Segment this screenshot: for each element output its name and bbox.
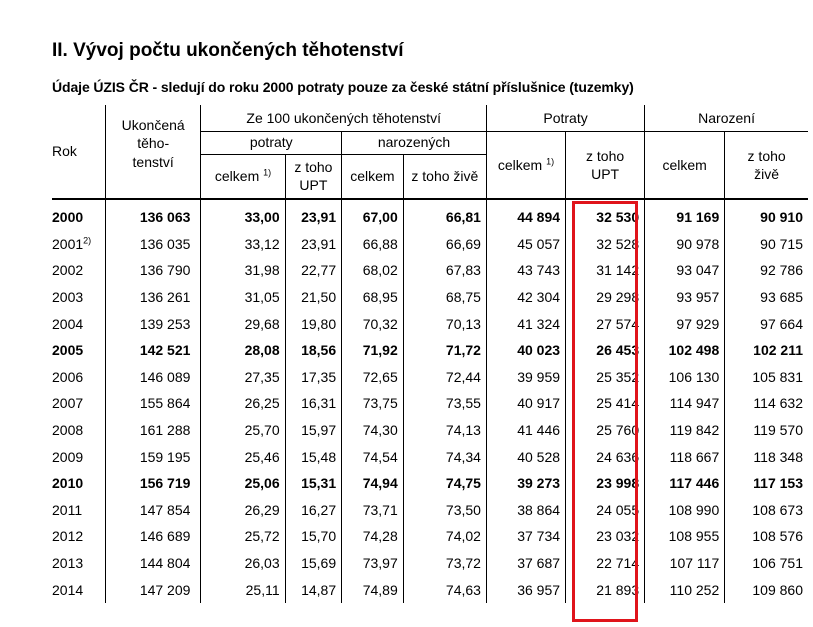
cell-potraty-upt: 26 453 [566,337,645,364]
cell-upt: 22,77 [285,257,341,284]
cell-rok: 2002 [52,262,84,279]
cell-zive: 72,44 [403,364,486,391]
cell-potraty-upt: 32 528 [566,231,645,258]
cell-narozeni-celkem: 91 169 [645,199,725,231]
footnote-marker: 2) [83,235,92,246]
cell-narozeni-zive: 109 860 [725,576,808,603]
cell-potraty: 31,98 [201,257,285,284]
cell-narozenych: 73,75 [342,390,404,417]
cell-upt: 17,35 [285,364,341,391]
table-row [52,417,808,444]
table-body [52,199,808,603]
cell-potraty-upt: 31 142 [566,257,645,284]
table-row [52,199,808,231]
header-ze100-potraty-celkem: celkem $^{1)}$ [201,154,285,199]
cell-rok: 2012 [52,528,84,545]
cell-narozeni-celkem: 119 842 [645,417,725,444]
cell-potraty: 25,72 [201,523,285,550]
cell-zive: 74,13 [403,417,486,444]
cell-potraty: 29,68 [201,310,285,337]
cell-narozeni-celkem: 97 929 [645,310,725,337]
cell-rok: 2010 [52,475,84,492]
cell-potraty: 25,06 [201,470,285,497]
cell-narozeni-celkem: 114 947 [645,390,725,417]
cell-potraty-celkem: 44 894 [486,199,565,231]
cell-narozeni-zive: 108 673 [725,497,808,524]
cell-potraty-upt: 27 574 [566,310,645,337]
cell-upt: 15,70 [285,523,341,550]
cell-narozeni-zive: 92 786 [725,257,808,284]
cell-zive: 74,63 [403,576,486,603]
cell-ukoncena: 142 521 [105,337,201,364]
cell-ukoncena: 156 719 [105,470,201,497]
cell-potraty-upt: 25 760 [566,417,645,444]
cell-zive: 73,72 [403,550,486,577]
cell-ukoncena: 136 261 [105,284,201,311]
cell-upt: 21,50 [285,284,341,311]
cell-potraty-celkem: 39 273 [486,470,565,497]
header-potraty-group: Potraty [486,105,644,131]
header-narozeni-group: Narození [645,105,808,131]
header-potraty-upt: z toho UPT [566,131,645,199]
header-ukoncena: Ukončená těho- tenství [105,105,201,199]
cell-ukoncena: 139 253 [105,310,201,337]
header-ze100: Ze 100 ukončených těhotenství [201,105,487,131]
cell-narozenych: 71,92 [342,337,404,364]
cell-narozenych: 74,54 [342,443,404,470]
cell-ukoncena: 147 854 [105,497,201,524]
cell-narozeni-zive: 105 831 [725,364,808,391]
cell-potraty: 25,11 [201,576,285,603]
cell-narozenych: 67,00 [342,199,404,231]
cell-potraty-upt: 32 530 [566,199,645,231]
cell-potraty: 26,03 [201,550,285,577]
cell-upt: 19,80 [285,310,341,337]
cell-potraty: 31,05 [201,284,285,311]
cell-narozeni-zive: 108 576 [725,523,808,550]
cell-narozenych: 74,30 [342,417,404,444]
table-row [52,470,808,497]
cell-narozeni-zive: 118 348 [725,443,808,470]
cell-potraty: 33,00 [201,199,285,231]
data-table [52,105,808,603]
cell-rok: 2000 [52,209,84,226]
cell-ukoncena: 147 209 [105,576,201,603]
cell-potraty-celkem: 41 324 [486,310,565,337]
cell-potraty-upt: 24 055 [566,497,645,524]
cell-potraty: 27,35 [201,364,285,391]
cell-narozenych: 72,65 [342,364,404,391]
cell-narozenych: 73,97 [342,550,404,577]
cell-upt: 14,87 [285,576,341,603]
header-potraty-celkem: celkem $^{1)}$ [486,131,565,199]
cell-potraty: 26,25 [201,390,285,417]
cell-zive: 66,69 [403,231,486,258]
cell-narozenych: 73,71 [342,497,404,524]
cell-potraty-celkem: 37 687 [486,550,565,577]
header-narozenych-sub: narozených [342,131,487,154]
cell-narozeni-celkem: 93 047 [645,257,725,284]
cell-ukoncena: 144 804 [105,550,201,577]
cell-rok: 2008 [52,422,84,439]
cell-zive: 73,50 [403,497,486,524]
cell-potraty-celkem: 38 864 [486,497,565,524]
cell-rok: 2011 [52,501,83,518]
cell-zive: 68,75 [403,284,486,311]
cell-potraty-upt: 23 032 [566,523,645,550]
cell-rok: 2007 [52,395,84,412]
cell-zive: 74,02 [403,523,486,550]
cell-narozenych: 70,32 [342,310,404,337]
cell-narozenych: 74,89 [342,576,404,603]
cell-ukoncena: 146 089 [105,364,201,391]
cell-potraty-celkem: 40 023 [486,337,565,364]
cell-potraty-upt: 25 352 [566,364,645,391]
cell-narozenych: 74,94 [342,470,404,497]
table-header [52,105,808,199]
cell-potraty-celkem: 45 057 [486,231,565,258]
cell-potraty-celkem: 42 304 [486,284,565,311]
cell-potraty-celkem: 40 917 [486,390,565,417]
cell-ukoncena: 146 689 [105,523,201,550]
cell-rok: 2014 [52,581,84,598]
table-row [52,497,808,524]
cell-narozeni-celkem: 108 990 [645,497,725,524]
cell-narozeni-celkem: 102 498 [645,337,725,364]
page-title: II. Vývoj počtu ukončených těhotenství [52,40,404,61]
cell-ukoncena: 136 790 [105,257,201,284]
table-row [52,390,808,417]
cell-rok: 2005 [52,342,84,359]
cell-narozenych: 74,28 [342,523,404,550]
cell-narozeni-celkem: 106 130 [645,364,725,391]
cell-rok: 2009 [52,448,84,465]
header-narozeni-zive: z toho živě [725,131,808,199]
header-ze100-narozenych-celkem: celkem [342,154,404,199]
cell-ukoncena: 155 864 [105,390,201,417]
cell-zive: 74,34 [403,443,486,470]
cell-zive: 66,81 [403,199,486,231]
cell-potraty: 33,12 [201,231,285,258]
cell-narozeni-celkem: 90 978 [645,231,725,258]
cell-zive: 73,55 [403,390,486,417]
cell-rok: 2004 [52,315,84,332]
cell-potraty-upt: 25 414 [566,390,645,417]
cell-potraty-celkem: 37 734 [486,523,565,550]
cell-upt: 18,56 [285,337,341,364]
table-row [52,523,808,550]
cell-potraty: 28,08 [201,337,285,364]
table-row [52,231,808,258]
header-ze100-zive: z toho živě [403,154,486,199]
header-narozeni-celkem: celkem [645,131,725,199]
cell-ukoncena: 161 288 [105,417,201,444]
cell-narozeni-zive: 90 715 [725,231,808,258]
cell-rok: 2006 [52,368,84,385]
cell-upt: 15,31 [285,470,341,497]
cell-potraty-upt: 22 714 [566,550,645,577]
cell-potraty: 25,70 [201,417,285,444]
cell-upt: 23,91 [285,199,341,231]
cell-rok: 2001$^{2)}$ [52,235,92,252]
cell-zive: 70,13 [403,310,486,337]
cell-potraty-celkem: 40 528 [486,443,565,470]
cell-upt: 15,97 [285,417,341,444]
cell-narozenych: 66,88 [342,231,404,258]
table-row [52,443,808,470]
cell-potraty-upt: 23 998 [566,470,645,497]
cell-potraty-celkem: 41 446 [486,417,565,444]
cell-rok: 2013 [52,555,84,572]
cell-potraty-upt: 24 636 [566,443,645,470]
cell-narozeni-zive: 93 685 [725,284,808,311]
cell-rok: 2003 [52,289,84,306]
cell-upt: 15,69 [285,550,341,577]
cell-narozeni-zive: 90 910 [725,199,808,231]
table-row [52,576,808,603]
cell-upt: 16,31 [285,390,341,417]
cell-narozeni-zive: 97 664 [725,310,808,337]
cell-narozeni-celkem: 118 667 [645,443,725,470]
cell-zive: 71,72 [403,337,486,364]
cell-ukoncena: 159 195 [105,443,201,470]
cell-narozeni-zive: 106 751 [725,550,808,577]
cell-potraty-upt: 21 893 [566,576,645,603]
cell-potraty: 26,29 [201,497,285,524]
cell-narozenych: 68,95 [342,284,404,311]
header-potraty-sub: potraty [201,131,342,154]
cell-ukoncena: 136 035 [105,231,201,258]
cell-narozeni-celkem: 110 252 [645,576,725,603]
cell-zive: 67,83 [403,257,486,284]
table-row [52,364,808,391]
table-row [52,550,808,577]
table-row [52,310,808,337]
header-rok: Rok [52,105,105,199]
cell-narozeni-zive: 119 570 [725,417,808,444]
cell-narozeni-zive: 117 153 [725,470,808,497]
cell-narozeni-zive: 114 632 [725,390,808,417]
cell-narozeni-celkem: 108 955 [645,523,725,550]
cell-potraty-celkem: 43 743 [486,257,565,284]
cell-ukoncena: 136 063 [105,199,201,231]
cell-upt: 16,27 [285,497,341,524]
cell-upt: 23,91 [285,231,341,258]
cell-narozenych: 68,02 [342,257,404,284]
cell-zive: 74,75 [403,470,486,497]
cell-potraty-upt: 29 298 [566,284,645,311]
cell-potraty: 25,46 [201,443,285,470]
table-row [52,337,808,364]
cell-narozeni-celkem: 107 117 [645,550,725,577]
page-subtitle: Údaje ÚZIS ČR - sledují do roku 2000 potraty pouze za české státní příslušnice (tuzemky) [52,79,634,95]
table-row [52,284,808,311]
cell-upt: 15,48 [285,443,341,470]
cell-potraty-celkem: 36 957 [486,576,565,603]
header-ze100-upt: z toho UPT [285,154,341,199]
cell-narozeni-zive: 102 211 [725,337,808,364]
cell-narozeni-celkem: 93 957 [645,284,725,311]
cell-potraty-celkem: 39 959 [486,364,565,391]
table-row [52,257,808,284]
cell-narozeni-celkem: 117 446 [645,470,725,497]
